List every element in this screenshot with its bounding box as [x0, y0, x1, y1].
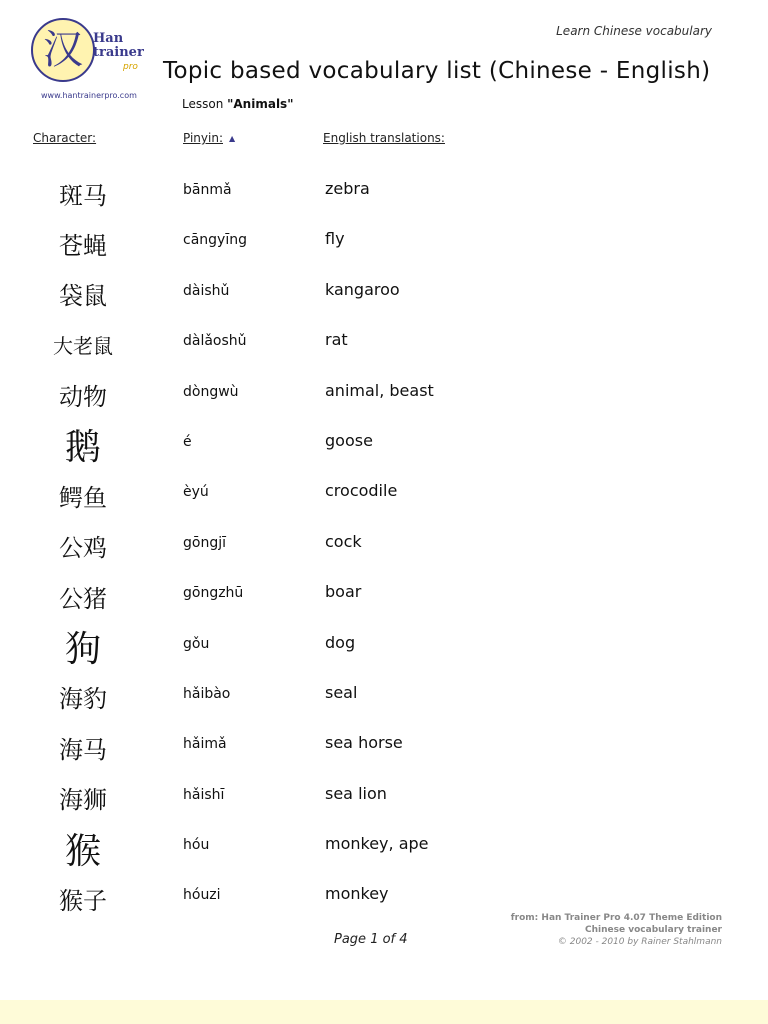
logo-url[interactable]: www.hantrainerpro.com	[41, 91, 137, 100]
list-item	[0, 420, 768, 470]
pinyin-cell: dàlǎoshǔ	[183, 333, 247, 350]
translation-cell: sea lion	[325, 783, 387, 803]
footer-source: from: Han Trainer Pro 4.07 Theme Edition	[510, 913, 722, 923]
pinyin-cell: é	[183, 433, 192, 450]
translation-cell: boar	[325, 582, 362, 602]
translation-cell: monkey, ape	[325, 834, 429, 854]
list-item	[0, 672, 768, 722]
character-cell: 狗	[64, 629, 101, 671]
character-cell: 海豹	[59, 685, 107, 714]
translation-cell: zebra	[325, 179, 370, 198]
sort-ascending-icon[interactable]: ▲	[229, 134, 236, 143]
tagline: Learn Chinese vocabulary	[556, 24, 712, 38]
page-indicator: Page 1 of 4	[334, 932, 408, 947]
pinyin-cell: hǎibào	[183, 685, 231, 702]
character-cell: 猴	[64, 830, 101, 872]
translation-cell: fly	[325, 229, 345, 249]
footer-product: Chinese vocabulary trainer	[585, 925, 722, 935]
character-cell: 斑马	[59, 181, 107, 210]
pinyin-cell: èyú	[183, 484, 209, 501]
column-header-character[interactable]: Character:	[33, 131, 97, 145]
column-header-pinyin[interactable]	[183, 131, 235, 145]
logo-name-line1: Han	[93, 31, 124, 46]
footer-copyright: © 2002 - 2010 by Rainer Stahlmann	[557, 937, 722, 947]
pinyin-cell: bānmǎ	[183, 182, 232, 198]
logo-name	[93, 32, 144, 60]
column-header-pinyin-label: Pinyin:	[183, 131, 223, 145]
list-item	[0, 722, 768, 772]
translation-cell: cock	[325, 531, 362, 551]
logo-character: 汉	[43, 27, 83, 73]
pinyin-cell: gǒu	[183, 635, 210, 652]
character-cell: 动物	[59, 383, 107, 412]
list-item	[0, 521, 768, 571]
pinyin-cell: dàishǔ	[183, 282, 230, 299]
bottom-bar	[0, 1000, 768, 1024]
pinyin-cell: hóu	[183, 837, 210, 854]
page-title: Topic based vocabulary list (Chinese - English)	[163, 58, 711, 84]
lesson-label	[182, 97, 293, 111]
logo	[31, 18, 144, 103]
translation-cell: dog	[325, 632, 356, 652]
list-item	[0, 823, 768, 873]
character-cell: 鹅	[64, 427, 101, 469]
translation-cell: animal, beast	[325, 380, 434, 400]
pinyin-cell: hǎimǎ	[183, 736, 227, 753]
logo-circle	[31, 18, 95, 82]
list-item	[0, 319, 768, 369]
list-item	[0, 773, 768, 823]
character-cell: 猴子	[59, 886, 107, 915]
character-cell: 公猪	[59, 584, 107, 613]
pinyin-cell: hóuzi	[183, 887, 221, 904]
character-cell: 苍蝇	[59, 231, 107, 260]
lesson-name: "Animals"	[227, 97, 294, 111]
list-item	[0, 168, 768, 218]
list-item	[0, 269, 768, 319]
footer-credits	[511, 912, 722, 948]
character-cell: 袋鼠	[59, 282, 107, 311]
lesson-prefix: Lesson	[182, 97, 224, 111]
pinyin-cell: hǎishī	[183, 786, 225, 803]
pinyin-cell: gōngjī	[183, 534, 226, 551]
pinyin-cell: cāngyīng	[183, 232, 247, 249]
translation-cell: monkey	[325, 884, 389, 904]
list-item	[0, 218, 768, 268]
character-cell: 海马	[59, 735, 107, 764]
list-item	[0, 470, 768, 520]
pinyin-cell: dòngwù	[183, 383, 239, 400]
character-cell: 鳄鱼	[59, 483, 107, 512]
translation-cell: kangaroo	[325, 279, 400, 299]
pinyin-cell: gōngzhū	[183, 585, 244, 602]
logo-name-line2: trainer	[93, 45, 144, 60]
translation-cell: sea horse	[325, 733, 403, 753]
vocabulary-list	[0, 168, 768, 924]
translation-cell: seal	[325, 682, 358, 702]
list-item	[0, 370, 768, 420]
translation-cell: rat	[325, 330, 348, 350]
list-item	[0, 622, 768, 672]
translation-cell: goose	[325, 430, 373, 450]
character-cell: 大老鼠	[53, 333, 113, 358]
character-cell: 公鸡	[59, 534, 107, 563]
logo-edition: pro	[123, 62, 138, 72]
column-header-english[interactable]: English translations:	[323, 131, 445, 145]
character-cell: 海狮	[59, 786, 107, 815]
translation-cell: crocodile	[325, 481, 398, 501]
list-item	[0, 571, 768, 621]
